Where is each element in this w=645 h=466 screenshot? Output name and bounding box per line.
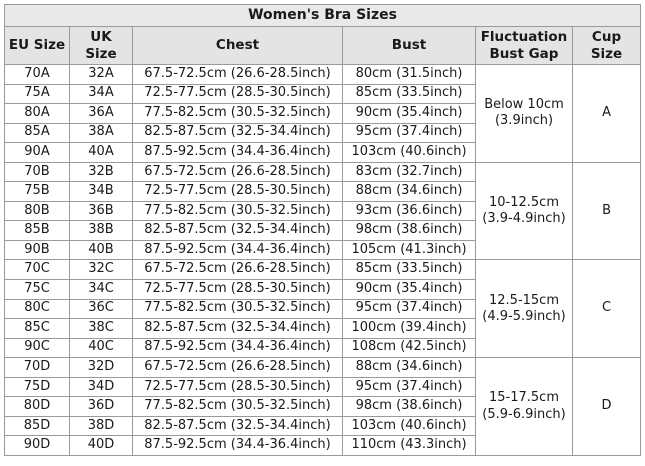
- cell-eu-size: 85C: [5, 319, 70, 339]
- cell-uk-size: 40A: [70, 143, 133, 163]
- bra-size-chart: [4, 4, 640, 456]
- table-row: [5, 162, 641, 182]
- cell-eu-size: 75C: [5, 280, 70, 300]
- cell-bust: 88cm (34.6inch): [343, 358, 476, 378]
- cell-uk-size: 36A: [70, 104, 133, 124]
- cell-bust-gap: [476, 162, 573, 260]
- cell-uk-size: 32B: [70, 162, 133, 182]
- cell-eu-size: 85A: [5, 123, 70, 143]
- cell-uk-size: 36D: [70, 397, 133, 417]
- cell-bust: 85cm (33.5inch): [343, 260, 476, 280]
- cell-chest: 87.5-92.5cm (34.4-36.4inch): [133, 240, 343, 260]
- bust-gap-range: 10-12.5cm: [489, 194, 559, 210]
- cell-chest: 72.5-77.5cm (28.5-30.5inch): [133, 280, 343, 300]
- table-row: [5, 260, 641, 280]
- table-body: [5, 65, 641, 456]
- bust-gap-inches: (4.9-5.9inch): [482, 308, 566, 324]
- table-row: [5, 65, 641, 85]
- cell-bust: 103cm (40.6inch): [343, 143, 476, 163]
- cell-bust: 90cm (35.4inch): [343, 280, 476, 300]
- cell-eu-size: 90C: [5, 338, 70, 358]
- header-uk-line2: Size: [85, 45, 117, 62]
- cell-uk-size: 32A: [70, 65, 133, 85]
- cell-bust-gap: [476, 358, 573, 456]
- table-title: Women's Bra Sizes: [5, 5, 641, 27]
- cell-uk-size: 32C: [70, 260, 133, 280]
- cell-bust: 103cm (40.6inch): [343, 416, 476, 436]
- cell-bust: 95cm (37.4inch): [343, 299, 476, 319]
- header-gap-line2: Bust Gap: [489, 45, 559, 62]
- cell-chest: 72.5-77.5cm (28.5-30.5inch): [133, 84, 343, 104]
- cell-eu-size: 80D: [5, 397, 70, 417]
- cell-uk-size: 40C: [70, 338, 133, 358]
- cell-uk-size: 38A: [70, 123, 133, 143]
- cell-uk-size: 34A: [70, 84, 133, 104]
- cell-chest: 72.5-77.5cm (28.5-30.5inch): [133, 182, 343, 202]
- cell-bust: 90cm (35.4inch): [343, 104, 476, 124]
- cell-bust: 105cm (41.3inch): [343, 240, 476, 260]
- header-uk-line1: UK: [90, 29, 112, 46]
- cell-uk-size: 36B: [70, 201, 133, 221]
- cell-chest: 82.5-87.5cm (32.5-34.4inch): [133, 221, 343, 241]
- bust-gap-range: 15-17.5cm: [489, 390, 559, 406]
- cell-eu-size: 80A: [5, 104, 70, 124]
- cell-eu-size: 75A: [5, 84, 70, 104]
- cell-bust: 108cm (42.5inch): [343, 338, 476, 358]
- header-uk-size: [70, 27, 133, 65]
- cell-bust: 100cm (39.4inch): [343, 319, 476, 339]
- header-cup-line2: Size: [590, 45, 623, 62]
- cell-uk-size: 38D: [70, 416, 133, 436]
- cell-chest: 67.5-72.5cm (26.6-28.5inch): [133, 65, 343, 85]
- cell-cup-size: C: [573, 260, 641, 358]
- cell-chest: 82.5-87.5cm (32.5-34.4inch): [133, 416, 343, 436]
- cell-uk-size: 32D: [70, 358, 133, 378]
- header-gap-line1: Fluctuation: [480, 29, 568, 46]
- header-cup-size: [573, 27, 641, 65]
- cell-chest: 72.5-77.5cm (28.5-30.5inch): [133, 377, 343, 397]
- header-row: [5, 27, 641, 65]
- cell-eu-size: 90D: [5, 436, 70, 456]
- cell-eu-size: 70B: [5, 162, 70, 182]
- cell-uk-size: 34D: [70, 377, 133, 397]
- cell-uk-size: 34B: [70, 182, 133, 202]
- cell-bust: 110cm (43.3inch): [343, 436, 476, 456]
- cell-bust: 80cm (31.5inch): [343, 65, 476, 85]
- bust-gap-inches: (3.9-4.9inch): [482, 211, 566, 227]
- header-bust: Bust: [343, 27, 476, 65]
- header-chest: Chest: [133, 27, 343, 65]
- cell-chest: 67.5-72.5cm (26.6-28.5inch): [133, 162, 343, 182]
- cell-chest: 87.5-92.5cm (34.4-36.4inch): [133, 143, 343, 163]
- cell-eu-size: 70D: [5, 358, 70, 378]
- cell-cup-size: D: [573, 358, 641, 456]
- header-eu-size: EU Size: [5, 27, 70, 65]
- cell-uk-size: 40D: [70, 436, 133, 456]
- cell-cup-size: B: [573, 162, 641, 260]
- cell-eu-size: 85D: [5, 416, 70, 436]
- cell-chest: 77.5-82.5cm (30.5-32.5inch): [133, 201, 343, 221]
- cell-chest: 67.5-72.5cm (26.6-28.5inch): [133, 260, 343, 280]
- cell-eu-size: 90A: [5, 143, 70, 163]
- cell-bust-gap: [476, 260, 573, 358]
- cell-eu-size: 80C: [5, 299, 70, 319]
- cell-bust: 88cm (34.6inch): [343, 182, 476, 202]
- cell-chest: 77.5-82.5cm (30.5-32.5inch): [133, 397, 343, 417]
- bust-gap-inches: (5.9-6.9inch): [482, 406, 566, 422]
- cell-chest: 82.5-87.5cm (32.5-34.4inch): [133, 319, 343, 339]
- header-bust-gap: [476, 27, 573, 65]
- header-cup-line1: Cup: [591, 29, 622, 46]
- bust-gap-inches: (3.9inch): [494, 113, 554, 129]
- table-row: [5, 358, 641, 378]
- cell-bust: 98cm (38.6inch): [343, 397, 476, 417]
- cell-eu-size: 75B: [5, 182, 70, 202]
- cell-bust: 85cm (33.5inch): [343, 84, 476, 104]
- cell-chest: 87.5-92.5cm (34.4-36.4inch): [133, 436, 343, 456]
- bust-gap-range: Below 10cm: [484, 97, 564, 113]
- cell-eu-size: 75D: [5, 377, 70, 397]
- cell-uk-size: 34C: [70, 280, 133, 300]
- cell-cup-size: A: [573, 65, 641, 163]
- cell-uk-size: 38B: [70, 221, 133, 241]
- cell-eu-size: 80B: [5, 201, 70, 221]
- cell-chest: 82.5-87.5cm (32.5-34.4inch): [133, 123, 343, 143]
- cell-eu-size: 90B: [5, 240, 70, 260]
- cell-bust: 83cm (32.7inch): [343, 162, 476, 182]
- cell-bust-gap: [476, 65, 573, 163]
- bust-gap-range: 12.5-15cm: [489, 292, 559, 308]
- cell-eu-size: 70A: [5, 65, 70, 85]
- cell-chest: 87.5-92.5cm (34.4-36.4inch): [133, 338, 343, 358]
- cell-eu-size: 85B: [5, 221, 70, 241]
- cell-chest: 77.5-82.5cm (30.5-32.5inch): [133, 104, 343, 124]
- cell-chest: 77.5-82.5cm (30.5-32.5inch): [133, 299, 343, 319]
- size-table: [4, 4, 641, 456]
- cell-bust: 95cm (37.4inch): [343, 123, 476, 143]
- cell-bust: 98cm (38.6inch): [343, 221, 476, 241]
- cell-bust: 93cm (36.6inch): [343, 201, 476, 221]
- cell-eu-size: 70C: [5, 260, 70, 280]
- cell-bust: 95cm (37.4inch): [343, 377, 476, 397]
- cell-uk-size: 38C: [70, 319, 133, 339]
- cell-uk-size: 40B: [70, 240, 133, 260]
- cell-chest: 67.5-72.5cm (26.6-28.5inch): [133, 358, 343, 378]
- cell-uk-size: 36C: [70, 299, 133, 319]
